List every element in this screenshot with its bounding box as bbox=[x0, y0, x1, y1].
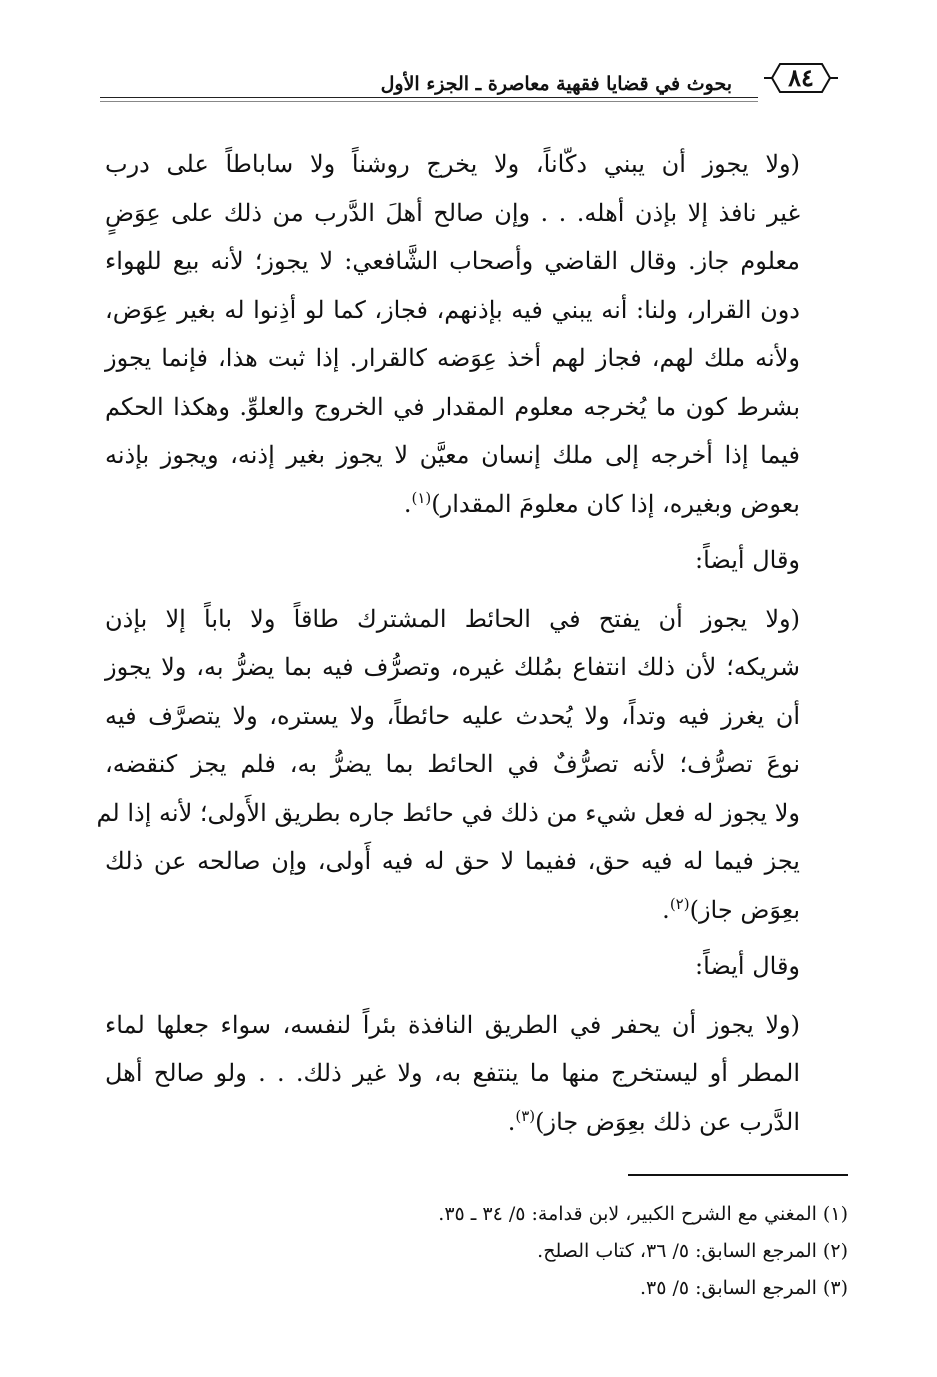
quote-paragraph-3 bbox=[105, 1001, 840, 1147]
text-line bbox=[105, 1098, 840, 1147]
text-line: معلوم جاز. وقال القاضي وأصحاب الشَّافعي: لا يجوز؛ لأنه بيع للهواء bbox=[105, 247, 800, 275]
text-line: بشرط كون ما يُخرجه معلوم المقدار في الخروج والعلوِّ. وهكذا الحكم bbox=[105, 392, 800, 421]
footnote-item: (١) المغني مع الشرح الكبير، لابن قدامة: ٥/ ٣٤ ـ ٣٥. bbox=[438, 1203, 848, 1225]
text-line: (ولا يجوز أن يفتح في الحائط المشترك طاقاً ولا باباً إلا بإذن bbox=[105, 604, 800, 633]
page-header bbox=[100, 58, 840, 102]
footnote-ref: (١) bbox=[411, 488, 432, 507]
text-punctuation: . bbox=[403, 489, 412, 518]
header-rule-thin bbox=[100, 101, 758, 102]
running-title: بحوث في قضايا فقهية معاصرة ـ الجزء الأول bbox=[380, 73, 732, 95]
text-line: ولا يجوز له فعل شيء من ذلك في حائط جاره بطريق الأَولى؛ لأنه إذا لم bbox=[96, 798, 800, 827]
text-line: يجز فيما له فيه حق، ففيما لا حق له فيه أَولى، وإن صالحه عن ذلك bbox=[105, 847, 800, 875]
section-lead-in: وقال أيضاً: bbox=[695, 546, 800, 574]
quote-paragraph-2 bbox=[96, 595, 840, 935]
text-punctuation: . bbox=[507, 1107, 516, 1136]
text-line: شريكه؛ لأن ذلك انتفاع بمُلك غيره، وتصرُّف فيه بما يضرُّ به، ولا يجوز bbox=[105, 653, 800, 681]
text-line bbox=[105, 480, 840, 529]
page-number-badge bbox=[762, 58, 840, 98]
text-line-content: بعوض وبغيره، إذا كان معلومَ المقدار) bbox=[431, 489, 800, 518]
text-line: فيما إذا أخرجه إلى ملك إنسان معيَّن لا يجوز بغير إذنه، ويجوز بإذنه bbox=[105, 441, 800, 469]
footnote-separator bbox=[628, 1174, 848, 1176]
text-line: غير نافذ إلا بإذن أهله. . . وإن صالح أهلَ الدَّرب من ذلك على عِوَضٍ bbox=[105, 198, 800, 227]
text-line-content: الدَّرب عن ذلك بعِوَض جاز) bbox=[535, 1107, 800, 1136]
header-rule bbox=[100, 97, 758, 98]
main-text bbox=[96, 140, 840, 1146]
text-line bbox=[105, 886, 840, 935]
page-number: ٨٤ bbox=[788, 63, 814, 92]
section-lead-in: وقال أيضاً: bbox=[695, 952, 800, 980]
text-punctuation: . bbox=[662, 895, 670, 924]
text-line: دون القرار، ولنا: أنه يبني فيه بإذنهم، فجاز، كما لو أذِنوا له بغير عِوَض، bbox=[105, 295, 800, 324]
text-line: (ولا يجوز أن يحفر في الطريق النافذة بئراً لنفسه، سواء جعلها لماء bbox=[105, 1010, 800, 1039]
text-line: (ولا يجوز أن يبني دكّاناً، ولا يخرج روشناً ولا ساباطاً على درب bbox=[105, 150, 800, 178]
footnote-item: (٣) المرجع السابق: ٥/ ٣٥. bbox=[639, 1277, 848, 1299]
footnote-ref: (٣) bbox=[515, 1106, 536, 1125]
footnotes bbox=[400, 1196, 848, 1307]
text-line: ولأنه ملك لهم، فجاز لهم أخذ عِوَضه كالقرار. إذا ثبت هذا، فإنما يجوز bbox=[105, 344, 800, 372]
text-line: نوعَ تصرُّف؛ لأنه تصرُّفٌ في الحائط بما يضرُّ به، فلم يجز كنقضه، bbox=[105, 750, 800, 778]
text-line-content: بعِوَض جاز) bbox=[689, 895, 800, 924]
footnote-ref: (٢) bbox=[669, 894, 690, 913]
quote-paragraph-1 bbox=[105, 140, 840, 528]
text-line: المطر أو ليستخرج منها ما ينتفع به، ولا غير ذلك. . . ولو صالح أهل bbox=[105, 1059, 800, 1087]
text-line: أن يغرز فيه وتداً، ولا يُحدث عليه حائطاً، ولا يستره، ولا يتصرَّف فيه bbox=[105, 701, 800, 730]
footnote-item: (٢) المرجع السابق: ٥/ ٣٦، كتاب الصلح. bbox=[537, 1240, 848, 1262]
